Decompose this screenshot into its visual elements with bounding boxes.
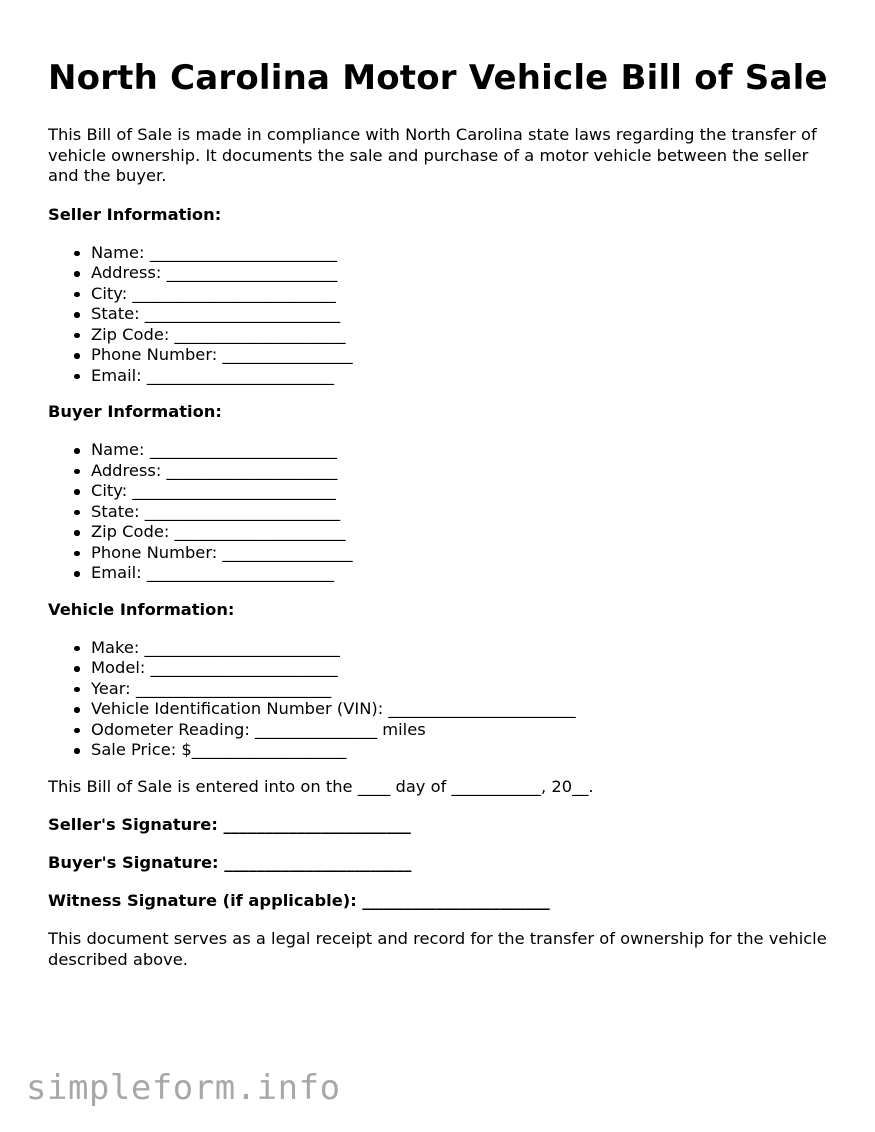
date-line: This Bill of Sale is entered into on the ____ day of ___________, 20__.: [48, 776, 594, 796]
buyer-address-field: Address: _____________________: [91, 461, 838, 482]
document-page: [48, 58, 838, 970]
seller-email-field: Email: _______________________: [91, 366, 838, 387]
witness-signature-line: Witness Signature (if applicable): _______________________: [48, 891, 550, 910]
vehicle-field-list: [48, 638, 838, 761]
buyer-signature-line: Buyer's Signature: _______________________: [48, 853, 412, 872]
seller-phone-field: Phone Number: ________________: [91, 345, 838, 366]
seller-field-list: [48, 243, 838, 387]
buyer-state-field: State: ________________________: [91, 502, 838, 523]
buyer-name-field: Name: _______________________: [91, 440, 838, 461]
page-title: North Carolina Motor Vehicle Bill of Sale: [48, 58, 828, 98]
vehicle-year-field: Year: ________________________: [91, 679, 838, 700]
vehicle-vin-field: Vehicle Identification Number (VIN): _______________________: [91, 699, 838, 720]
seller-city-field: City: _________________________: [91, 284, 838, 305]
vehicle-heading: Vehicle Information:: [48, 599, 235, 619]
buyer-heading: Buyer Information:: [48, 402, 222, 421]
buyer-city-field: City: _________________________: [91, 481, 838, 502]
vehicle-price-field: Sale Price: $___________________: [91, 740, 838, 761]
closing-paragraph: This document serves as a legal receipt and record for the transfer of ownership for the vehicle described above.: [48, 929, 827, 969]
buyer-field-list: [48, 440, 838, 584]
intro-paragraph: This Bill of Sale is made in compliance with North Carolina state laws regarding the transfer of vehicle ownership. It documents the sale and purchase of a motor vehicle between the seller and the buyer.: [48, 125, 817, 185]
buyer-email-field: Email: _______________________: [91, 563, 838, 584]
seller-state-field: State: ________________________: [91, 304, 838, 325]
seller-address-field: Address: _____________________: [91, 263, 838, 284]
vehicle-odometer-field: Odometer Reading: _______________ miles: [91, 720, 838, 741]
seller-signature-line: Seller's Signature: _______________________: [48, 815, 411, 834]
watermark: simpleform.info: [26, 1068, 341, 1108]
buyer-phone-field: Phone Number: ________________: [91, 543, 838, 564]
buyer-zip-field: Zip Code: _____________________: [91, 522, 838, 543]
seller-name-field: Name: _______________________: [91, 243, 838, 264]
seller-zip-field: Zip Code: _____________________: [91, 325, 838, 346]
vehicle-make-field: Make: ________________________: [91, 638, 838, 659]
vehicle-model-field: Model: _______________________: [91, 658, 838, 679]
seller-heading: Seller Information:: [48, 204, 222, 224]
